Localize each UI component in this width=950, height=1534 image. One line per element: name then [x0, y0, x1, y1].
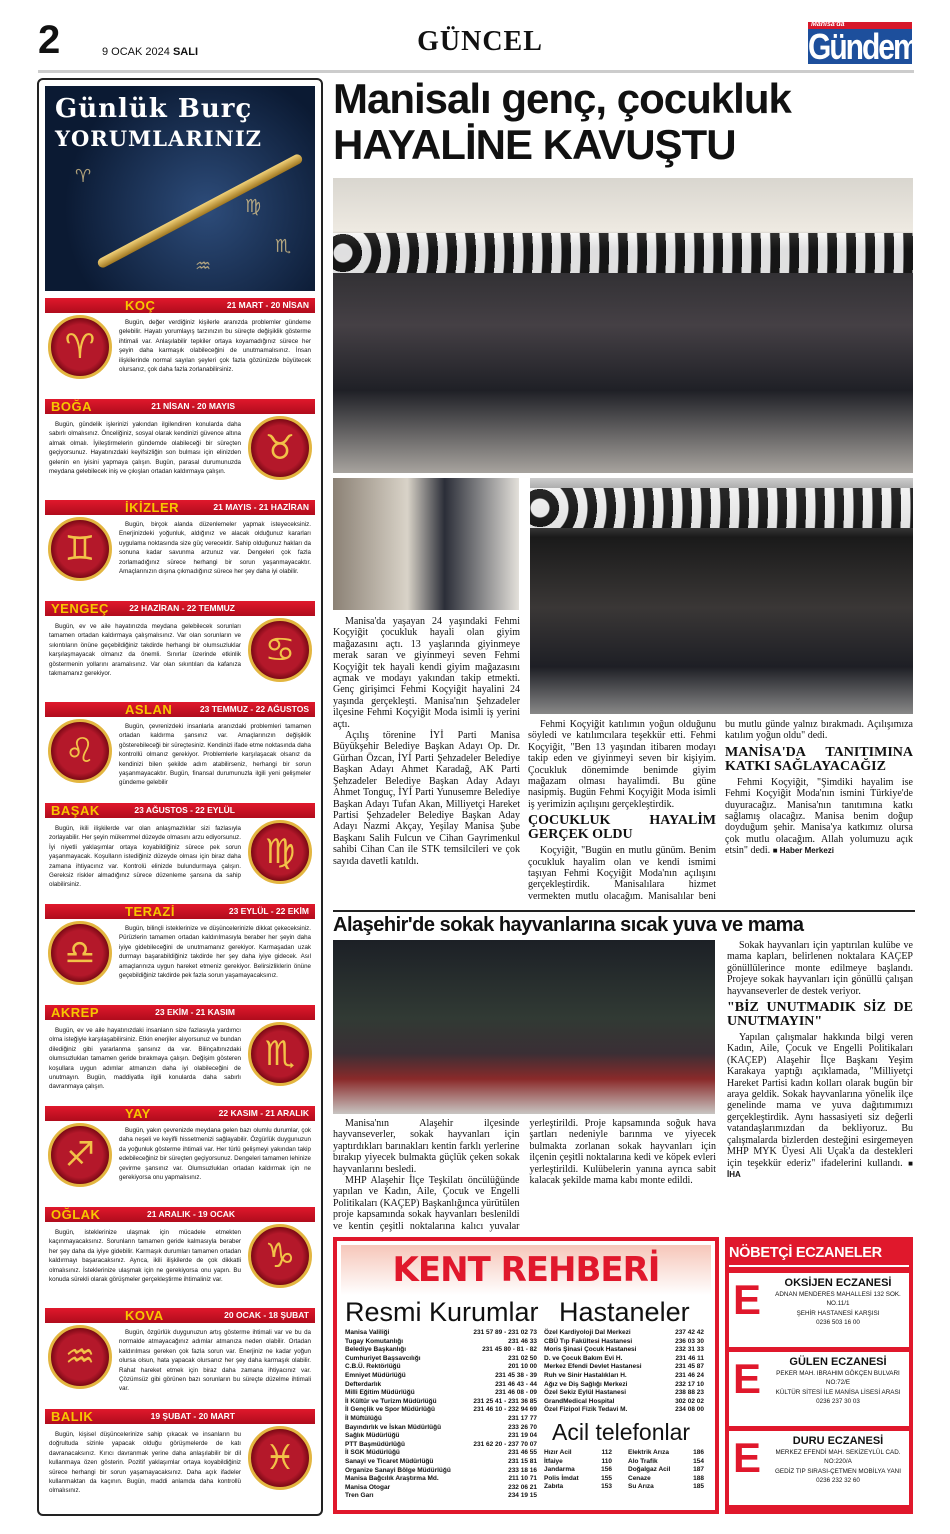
- emergency-list: [628, 1449, 704, 1492]
- horoscope-item-12: [45, 1409, 315, 1510]
- entry-name: CBÜ Tıp Fakültesi Hastanesi: [544, 1337, 633, 1345]
- sign-text: Bugün, yakın çevrenizde meydana gelen bazı olumlu durumlar, çok daha neşeli ve keyifli hissetmenizi sağlayabilir. Özgürlük duygunuzun da yoğunluk gösterme ihtimali var. Her türlü gelişmeyi yakından takip edebileceğiniz bir süreçten geçiyorsunuz. Dengeleri tamamen lehinize çevirme şansınız var. Olumsuzlukları ortadan kaldırmak için ne gerekiyorsa onu yapmalısınız.: [119, 1127, 311, 1182]
- entry-name: Bayındırlık ve İskan Müdürlüğü: [345, 1423, 442, 1431]
- list-row: [544, 1338, 704, 1347]
- sign-dates: 21 ARALIK - 19 OCAK: [146, 1209, 235, 1219]
- list-row: [345, 1492, 537, 1501]
- sign-text: Bugün, ev ve aile hayatınızdaki insanların size fazlasıyla yardımcı olma isteğiyle karşılaşabilirsiniz. Etkin enerjiler alıyorsunuz ve bundan dilediğiniz gibi yararlanma şansınız da var. Bilinçaltınızdaki olumsuzlukları tamamen geride bırakmaya çalışın. Değişim gösteren koşullara uygun adımlar atmanızın daha iyi olabileceğini de unutmayın. Bugün, maddiyatla ilgili konularda daha sabırlı davranmaya çalışın.: [49, 1027, 241, 1091]
- entry-name: Milli Eğitim Müdürlüğü: [345, 1389, 415, 1397]
- entry-name: Moris Şinasi Çocuk Hastanesi: [544, 1346, 637, 1354]
- horoscope-item-5: [45, 702, 315, 803]
- zodiac-glyph-icon: ♈: [75, 166, 92, 187]
- pharmacy-name: DURU ECZANESİ: [792, 1435, 884, 1447]
- sign-dates: 22 KASIM - 21 ARALIK: [218, 1108, 309, 1118]
- entry-name: Özel Sekiz Eylül Hastanesi: [544, 1389, 627, 1397]
- horoscope-item-7: [45, 904, 315, 1005]
- sign-dates: 23 EKİM - 21 KASIM: [155, 1007, 235, 1017]
- horoscope-item-3: [45, 500, 315, 601]
- entry-name: Özel Fizipol Fizik Tedavi M.: [544, 1406, 628, 1414]
- list-row: [345, 1406, 537, 1415]
- horoscope-banner: [45, 86, 315, 291]
- entry-phone: 185: [693, 1483, 704, 1491]
- list-row: [345, 1329, 537, 1338]
- paragraph: Açılış törenine İYİ Parti Manisa Büyükşehir Belediye Başkan Adayı Op. Dr. Gürhan Özcan, İYİ Parti Şehzadeler Belediye Başkan Adayı Ahmet Karadağ, AK Parti Şehzadeler Belediye Başkan Aday Adayı Ahmet Tonguç, İYİ Parti Yunusemre Belediye Başkan Adayı Tufan Akan, Milliyetçi Hareket Partisi Şehzadeler Belediye Başkan Aday Adayı Nazmi Akçay, Yeşilay Manisa Şube Başkanı Salih Fulcun ve Cihan Gayrimenkul sahibi Cihan Can ile STK temsilcileri ve çok sayıda davetli katıldı.: [333, 730, 520, 867]
- horoscope-item-1: [45, 298, 315, 399]
- horoscope-item-11: [45, 1308, 315, 1409]
- entry-phone: 153: [601, 1483, 612, 1491]
- pharmacy-address-line: PEKER MAH. IBRAHIM GÖKÇEN BULVARI: [776, 1370, 900, 1377]
- article-column: [727, 940, 913, 1180]
- entry-phone: 231 46 55: [508, 1449, 537, 1457]
- entry-phone: 238 88 23: [675, 1389, 704, 1397]
- hospitals-list: [544, 1329, 704, 1415]
- entry-name: Tugay Komutanlığı: [345, 1337, 404, 1345]
- header-divider: [38, 70, 914, 73]
- entry-name: Organize Sanayi Bölge Müdürlüğü: [345, 1466, 451, 1474]
- issue-date: [102, 46, 198, 58]
- entry-name: Jandarma: [544, 1466, 575, 1474]
- sign-name: KOVA: [125, 1308, 164, 1323]
- entry-phone: 231 46 10 - 232 94 69: [473, 1406, 537, 1414]
- entry-phone: 232 06 21: [508, 1483, 537, 1491]
- horoscope-item-6: [45, 803, 315, 904]
- city-guide-title: KENT REHBERİ: [341, 1245, 711, 1295]
- sign-name: TERAZİ: [125, 904, 175, 919]
- list-row: [345, 1363, 537, 1372]
- entry-name: Sanayi ve Ticaret Müdürlüğü: [345, 1457, 434, 1465]
- entry-phone: 231 45 80 - 81 - 82: [482, 1346, 537, 1354]
- section-title: GÜNCEL: [417, 26, 543, 57]
- entry-phone: 234 19 15: [508, 1492, 537, 1500]
- entry-name: Elektrik Arıza: [628, 1449, 669, 1456]
- pharmacy-card: [729, 1352, 909, 1426]
- paragraph: Fehmi Koçyiğit katılımın yoğun olduğunu söyledi ve katılımcılara teşekkür etti. Fehmi Koçyiğit, "Ben 13 yaşından itibaren modayı takip eden ve giyinmeyi seven bir kişiyim. Çocukluk dönemimde benimde giyim mağazam olması hayalimdi. Bu güne nasipmiş. Bugün Fehmi Koçyiğit Moda isimli iş yerimizin açılışını gerçekleştirdik.: [528, 719, 716, 810]
- list-row: [628, 1449, 704, 1458]
- list-row: [544, 1363, 704, 1372]
- list-row: [345, 1338, 537, 1347]
- paragraph: [727, 1032, 913, 1180]
- article-headline: Alaşehir'de sokak hayvanlarına sıcak yuva ve mama: [333, 910, 915, 938]
- zodiac-glyph-icon: ♏: [275, 236, 292, 257]
- pharmacy-address-line: ADNAN MENDERES MAHALLESİ 132 SOK.: [775, 1291, 901, 1298]
- paragraph: MHP Alaşehir İlçe Teşkilatı öncülüğünde yapılan ve Kadın, Aile, Çocuk ve Engelli Politikaları (KAÇEP) Başkanlığınca yürütülen proje kapsamında sokak hayvanları beslenildi ve kentin çeşitli noktalarına kalıcı yuvalar yerleştirildi. Proje kapsamında soğuk hava şartları nedeniyle barınma ve yiyecek bulmakta zorlanan sokak hayvanları için ilçenin çeşitli noktalarına kedi ve köpek evleri yerleştirildi. Kulübelerin yanına ayrıca sabit kalacak şekilde mama kabı monte edildi.: [333, 1118, 716, 1232]
- list-row: [345, 1424, 537, 1433]
- entry-phone: 231 45 87: [675, 1363, 704, 1371]
- pharmacy-e-icon: E: [732, 1355, 761, 1402]
- sagittarius-icon: ♐: [48, 1123, 112, 1187]
- entry-phone: 188: [693, 1474, 704, 1482]
- list-row: [345, 1458, 537, 1467]
- sign-text: Bugün, birçok alanda düzenlemeler yapmak isteyeceksiniz. Enerjinizdeki yoğunluk, aldığınız ve alacak olduğunuz kararları uygulama noktasında size güç verecektir. Sahip olduğunuz hakları da sonuna kadar savunma arzunuz var. Dengeleri çok fazla zorlamadığınız sürece herhangi bir sorun yaşanmayacaktır. Amaçlarınızın dışına çıkmadığınız sürece her şey daha iyi olabilir.: [119, 521, 311, 576]
- entry-phone: 231 25 41 - 231 36 85: [473, 1397, 537, 1405]
- paragraph: Manisa'nın Alaşehir ilçesinde hayvanseverler, sokak hayvanları için yaptırdıkları barınakları kentin farklı yerlerine bırakıp yiyecek bulmakta güçlük çeken sokak hayvanlarını besledi.: [333, 1118, 520, 1175]
- paragraph-text: Fehmi Koçyiğit, "Şimdiki hayalim ise Fehmi Koçyiğit Moda'nın ismini Türkiye'de duyuracağız. Manisa'nın tanıtımına katkı sağlamış olacağız. Manisa benim doğup doyduğum şehir. Manisa'ya katkımız olursa çok mutlu olacağım. Allah yolumuzu açık etsin" dedi.: [725, 776, 913, 857]
- list-row: [628, 1458, 704, 1467]
- taurus-icon: ♉: [248, 416, 312, 480]
- entry-name: Su Arıza: [628, 1483, 654, 1491]
- entry-name: Manisa Otogar: [345, 1483, 391, 1491]
- sign-text: Bugün, bilinçli isteklerinize ve düşüncelerinizle dikkat çekeceksiniz. Pürüzlerin tamamen ortadan kaldırılmasıyla beraber her şeyin daha iyiye gidebileceğini de unutmamanız gerekiyor. Karmaşadan uzak durmayı başarabildiğiniz takdirde her şey daha iyiye gidecek. Asıl amaçlarınıza uygun hareket etmeniz gerekiyor. Belirsizliklerin önüne geçebildiğiniz takdirde pek fazla sorun yaşamayacaksınız.: [119, 925, 311, 980]
- entry-phone: 186: [693, 1449, 704, 1456]
- entry-name: Ağız ve Diş Sağlığı Merkezi: [544, 1380, 628, 1388]
- sign-dates: 23 AĞUSTOS - 22 EYLÜL: [134, 805, 235, 815]
- newspaper-logo: [808, 21, 918, 68]
- entry-name: Sağlık Müdürlüğü: [345, 1432, 400, 1440]
- list-row: [544, 1475, 612, 1484]
- entry-phone: 233 18 16: [508, 1466, 537, 1474]
- day-text: SALI: [172, 46, 198, 58]
- city-guide-box: [333, 1237, 719, 1514]
- owner-portrait-photo: [333, 478, 519, 610]
- entry-phone: 156: [601, 1466, 612, 1474]
- list-row: [345, 1467, 537, 1476]
- entry-phone: 236 03 30: [675, 1337, 704, 1345]
- logo-name: Gündem: [808, 27, 918, 68]
- entry-name: PTT Başmüdürlüğü: [345, 1440, 405, 1448]
- entry-phone: 232 17 10: [675, 1380, 704, 1388]
- paragraph: [725, 777, 913, 857]
- emergency-list: [544, 1449, 612, 1492]
- scorpio-icon: ♏: [248, 1022, 312, 1086]
- entry-name: İl Gençlik ve Spor Müdürlüğü: [345, 1406, 435, 1414]
- page-number: 2: [38, 18, 61, 62]
- entry-phone: 187: [693, 1466, 704, 1474]
- entry-phone: 110: [601, 1457, 612, 1465]
- pharmacy-name: GÜLEN ECZANESİ: [789, 1356, 887, 1368]
- sign-dates: 22 HAZİRAN - 22 TEMMUZ: [129, 603, 235, 613]
- pharmacy-name: OKSİJEN ECZANESİ: [784, 1277, 892, 1289]
- subheading: ÇOCUKLUK HAYALİM GERÇEK OLDU: [528, 813, 716, 843]
- list-row: [544, 1389, 704, 1398]
- entry-name: Cumhuriyet Başsavcılığı: [345, 1354, 421, 1362]
- list-row: [544, 1346, 704, 1355]
- list-row: [628, 1483, 704, 1492]
- paragraph: Koçyiğit, "Bugün en mutlu günüm. Benim çocukluk hayalim olan ve kendi ismimi taşıyan Fehmi Koçyiğit Moda'nın açılışını gerçekleştirdik. Manisalılara hizmet vermekten mutlu olacağım. Manisalılar beni bu mutlu günde yalnız bırakmadı. Açılışımıza katılım yoğun oldu" dedi.: [528, 719, 913, 902]
- sign-name: BOĞA: [51, 399, 92, 414]
- entry-name: Emniyet Müdürlüğü: [345, 1371, 406, 1379]
- paragraph: Manisa'da yaşayan 24 yaşındaki Fehmi Koçyiğit çocukluk hayali olan giyim mağazasını açtı. 13 yaşlarında giyinmeye merak saran ve giyinmeyi seven Fehmi Koçyiğit tek hayali kendi giyim mağazasını açmak ve modayı yakından takip etmekti. Genç girişimci Fehmi Koçyiğit hayalini 24 yaşında gerçekleşti. Manisa'nın Şehzadeler ilçesine Fehmi Koçyiğit Moda isimli iş yerini açtı.: [333, 616, 520, 730]
- list-row: [345, 1415, 537, 1424]
- entry-phone: 233 26 70: [508, 1423, 537, 1431]
- pisces-icon: ♓: [248, 1426, 312, 1490]
- list-row: [345, 1432, 537, 1441]
- article-columns: [333, 1118, 716, 1234]
- sign-text: Bugün, özgürlük duygunuzun artış gösterme ihtimali var ve bu da normalde atmayacağınız adımlar atmanıza neden olabilir. Ortadan kaldırılması gereken çok fazla sorun var. Enerjiniz ne kadar yoğun olursa olsun, hata yapacak olursanız her şey daha karmaşık olabilir. Rahat hareket etmek için biraz daha zamana ihtiyacınız var. Çözümsüz gibi görünen bazı sorunların bu süreçte düzelme ihtimali var.: [119, 1329, 311, 1393]
- gemini-icon: ♊: [48, 517, 112, 581]
- hospitals-heading: Hastaneler: [559, 1297, 690, 1327]
- horoscope-title-line1: Günlük Burç: [55, 94, 253, 124]
- entry-name: Hızır Acil: [544, 1449, 572, 1456]
- entry-phone: 231 46 43 - 44: [495, 1380, 537, 1388]
- official-institutions-heading: Resmi Kurumlar: [345, 1297, 539, 1327]
- pharmacy-address-line: NO.11/1: [826, 1300, 850, 1308]
- sign-dates: 21 MAYIS - 21 HAZİRAN: [213, 502, 309, 512]
- entry-phone: 155: [601, 1474, 612, 1482]
- horoscope-item-10: [45, 1207, 315, 1308]
- entry-name: Merkez Efendi Devlet Hastanesi: [544, 1363, 642, 1371]
- sign-text: Bugün, isteklerinize ulaşmak için mücadele etmekten kaçınmayacaksınız. Sorunların tamamen geride kalmasıyla beraber her şey daha da iyiye gidebilir. Karmaşık durumları tamamen ortadan kaldırmayı başaracaksınız. Ayrıca, ikili ilişkilerde de çok dikkatli olmalısınız. İsteklerinize ulaşmak için ne gerekiyorsa onu yapın. Bu konuda sürekli olarak görüşmeler gerçekleştirme ihtimaliniz var.: [49, 1229, 241, 1284]
- sign-text: Bugün, ev ve aile hayatınızda meydana gelebilecek sorunları tamamen ortadan kaldırmaya çalışmalısınız. Var olan sorunların ve sıkıntıların önüne geçebildiğiniz takdirde herhangi bir olumsuzluklar karşılaşmayacak olmanız da önemli. Sınırlar üzerinde etkinlik göstermenin yollarını aramalısınız. Var olan sıkıntıları da kafanıza takmamanız gerekiyor.: [49, 623, 241, 678]
- entry-phone: 231 17 77: [508, 1414, 537, 1422]
- logo-city: Manisa'da: [811, 21, 845, 28]
- entry-name: Manisa Valiliği: [345, 1329, 390, 1336]
- sign-text: Bugün, değer verdiğiniz kişilerle aranızda problemler gündeme gelebilir. Hayatı yorumlayış tarzınızın bu süreçte değişiklik gösterme ihtimali var. Anlaşılabilir tepkiler ortaya koyamadığınız sürece her şeyin daha karmaşık olabileceğini de unutmamalısınız. İnsan ilişkilerinde normal sayılan şeyleri çok fazla gözünüzde büyütecek olursanız, çok daha fazla zorlanabilirsiniz.: [119, 319, 311, 374]
- list-row: [345, 1346, 537, 1355]
- list-row: [345, 1449, 537, 1458]
- entry-phone: 231 45 38 - 39: [495, 1371, 537, 1379]
- zodiac-glyph-icon: ♒: [195, 256, 212, 277]
- entry-name: İtfaiye: [544, 1457, 563, 1465]
- sign-name: YAY: [125, 1106, 151, 1121]
- article-headline: Manisalı genç, çocukluk HAYALİNE KAVUŞTU: [333, 75, 791, 168]
- pharmacy-address-line: ŞEHİR HASTANESİ KARŞISI: [796, 1309, 880, 1317]
- pharmacy-e-icon: E: [732, 1434, 761, 1481]
- sign-name: BALIK: [51, 1409, 94, 1424]
- entry-name: D. ve Çocuk Bakım Evi H.: [544, 1354, 623, 1362]
- article-column: [333, 616, 520, 867]
- pharmacy-address-line: 0236 503 16 00: [816, 1318, 860, 1326]
- byline: ■ İHA: [727, 1158, 913, 1179]
- aries-icon: ♈: [48, 315, 112, 379]
- entry-phone: 231 19 04: [508, 1432, 537, 1440]
- entry-phone: 154: [693, 1457, 704, 1465]
- entry-name: Zabıta: [544, 1483, 564, 1491]
- date-text: 9 OCAK 2024: [102, 46, 170, 58]
- entry-name: İl SGK Müdürlüğü: [345, 1449, 400, 1457]
- list-row: [544, 1483, 612, 1492]
- pharmacy-address-line: GEDİZ TIP SIRASI-ÇETMEN MOBİLYA YANI: [775, 1467, 901, 1475]
- sign-name: ASLAN: [125, 702, 173, 717]
- ribbon-cutting-photo: [530, 478, 913, 714]
- entry-phone: 237 42 42: [675, 1329, 704, 1336]
- entry-phone: 201 10 00: [508, 1363, 537, 1371]
- balloon-arch: [333, 233, 913, 273]
- sign-dates: 21 NİSAN - 20 MAYIS: [151, 401, 235, 411]
- entry-phone: 302 02 02: [675, 1397, 704, 1405]
- pharmacy-address-line: 0236 237 30 03: [816, 1397, 860, 1405]
- list-row: [544, 1355, 704, 1364]
- sign-name: BAŞAK: [51, 803, 100, 818]
- balloon-arch: [530, 488, 913, 528]
- entry-name: Doğalgaz Acil: [628, 1466, 671, 1474]
- list-row: [544, 1466, 612, 1475]
- entry-name: Tren Garı: [345, 1492, 374, 1500]
- sign-dates: 23 EYLÜL - 22 EKİM: [228, 906, 309, 916]
- list-row: [345, 1381, 537, 1390]
- entry-phone: 231 46 33: [508, 1337, 537, 1345]
- entry-phone: 211 10 71: [508, 1475, 537, 1483]
- entry-name: İl Kültür ve Turizm Müdürlüğü: [345, 1397, 437, 1405]
- emergency-phones-heading: Acil telefonlar: [552, 1419, 691, 1445]
- entry-name: Alo Trafik: [628, 1457, 658, 1465]
- horoscope-item-9: [45, 1106, 315, 1207]
- paragraph-text: Yapılan çalışmalar hakkında bilgi veren Kadın, Aile, Çocuk ve Engelli Politikaları (KAÇEP) Alaşehir İlçe Başkanı Yeşim Karakaya yaptığı açıklamada, "Milliyetçi Hareket Partisi kadın kolları olarak bugün bir araya geldik. Sokak hayvanlarına yönelik ilçe genelinde mama ve yuva dağıtımımızı gerçekleştirdik. Aynı hassasiyeti siz değerli vatandaşlarımızdan da bekliyoruz. Bu çalışmalarda bizlerden desteğini esirgemeyen MHP MYK Üyesi Ali Uçak'a da destekleri için teşekkür ederiz" ifadelerini kullandı.: [727, 1032, 913, 1169]
- entry-name: Ruh ve Sinir Hastalıkları H.: [544, 1371, 627, 1379]
- list-row: [345, 1484, 537, 1493]
- horoscope-title-line2: YORUMLARINIZ: [55, 126, 262, 151]
- sign-name: AKREP: [51, 1005, 100, 1020]
- subheading: "BİZ UNUTMADIK SİZ DE UNUTMAYIN": [727, 1000, 913, 1030]
- horoscope-item-2: [45, 399, 315, 500]
- entry-name: Defterdarlık: [345, 1380, 382, 1388]
- sign-dates: 23 TEMMUZ - 22 AĞUSTOS: [199, 704, 309, 714]
- sign-name: OĞLAK: [51, 1207, 101, 1222]
- list-row: [345, 1389, 537, 1398]
- list-row: [544, 1458, 612, 1467]
- sign-dates: 19 ŞUBAT - 20 MART: [150, 1411, 235, 1421]
- entry-phone: 234 08 00: [675, 1406, 704, 1414]
- volunteers-photo: [333, 940, 715, 1114]
- entry-phone: 231 15 81: [508, 1457, 537, 1465]
- entry-name: Özel Kardiyoloji Dal Merkezi: [544, 1329, 631, 1336]
- horoscope-panel: [37, 78, 323, 1516]
- entry-phone: 231 62 20 - 237 70 07: [473, 1440, 537, 1448]
- list-row: [544, 1372, 704, 1381]
- pharmacy-address-line: NO:72/E: [825, 1379, 851, 1387]
- entry-phone: 232 31 33: [675, 1346, 704, 1354]
- pharmacy-address-line: MERKEZ EFENDİ MAH. SEKİZEYLÜL CAD.: [775, 1449, 901, 1456]
- entry-name: Polis İmdat: [544, 1474, 579, 1482]
- pharmacy-address-line: 0236 232 32 60: [816, 1476, 860, 1484]
- entry-name: C.B.Ü. Rektörlüğü: [345, 1363, 401, 1371]
- entry-name: Manisa Bağcılık Araştırma Md.: [345, 1475, 439, 1483]
- pen-illustration: [96, 153, 304, 270]
- pharmacy-address-line: KÜLTÜR SİTESİ İLE MANİSA LİSESİ ARASI: [775, 1388, 901, 1396]
- store-opening-photo: [333, 178, 913, 473]
- entry-name: İl Müftülüğü: [345, 1414, 382, 1422]
- libra-icon: ♎: [48, 921, 112, 985]
- list-row: [544, 1406, 704, 1415]
- horoscope-item-8: [45, 1005, 315, 1106]
- entry-phone: 231 02 50: [508, 1354, 537, 1362]
- horoscope-item-4: [45, 601, 315, 702]
- pharmacies-box: [725, 1237, 913, 1514]
- sign-name: KOÇ: [125, 298, 156, 313]
- capricorn-icon: ♑: [248, 1224, 312, 1288]
- sign-dates: 21 MART - 20 NİSAN: [226, 300, 309, 310]
- byline: ■ Haber Merkezi: [772, 846, 834, 856]
- entry-name: Belediye Başkanlığı: [345, 1346, 407, 1354]
- sign-text: Bugün, çevrenizdeki insanlarla aranızdaki problemleri tamamen ortadan kaldırma şansınız var. Amaçlarınızın değişiklik gösterebileceği bir süreçtesiniz. Kendinizi ifade etme noktasında daha kontrollü olmanız gerekiyor. Problemlerle karşılaşacak olsanız da kendinizi bilen şekilde adım atabilirseniz, herhangi bir sorun yaşanmayacaktır. Bugün, finansal durumunuzla ilgili yeni gelişmeler gündeme gelebilir: [119, 723, 311, 787]
- sign-name: İKİZLER: [125, 500, 180, 515]
- zodiac-glyph-icon: ♍: [245, 196, 262, 217]
- aquarius-icon: ♒: [48, 1325, 112, 1389]
- list-row: [345, 1372, 537, 1381]
- leo-icon: ♌: [48, 719, 112, 783]
- sign-name: YENGEÇ: [51, 601, 109, 616]
- official-institutions-list: [345, 1329, 537, 1501]
- cancer-icon: ♋: [248, 618, 312, 682]
- entry-name: GrandMedical Hospital: [544, 1397, 615, 1405]
- sign-dates: 20 OCAK - 18 ŞUBAT: [224, 1310, 309, 1320]
- pharmacy-address-line: NO:220/A: [824, 1458, 852, 1466]
- article-columns: [528, 719, 913, 907]
- list-row: [345, 1475, 537, 1484]
- list-row: [544, 1449, 612, 1458]
- subheading: MANİSA'DA TANITIMINA KATKI SAĞLAYACAĞIZ: [725, 744, 913, 774]
- pharmacy-e-icon: E: [732, 1276, 761, 1323]
- list-row: [628, 1475, 704, 1484]
- sign-text: Bugün, kişisel düşüncelerinize sahip çıkacak ve insanların bu doğrultuda sizinle yapacak olduğu görüşmelerde de katı davranacaksınız. Kırıcı davranmak yerine daha anlaşılabilir bir dil kullanmaya özen gösterin. Pozitif yaklaşımlar ortaya koyabildiğiniz sürece herhangi bir sorun yaşamayacaksınız. Daha açık ifadeler kullanmaktan da kaçının. Bugün, maddi anlamda daha kontrollü olmalısınız.: [49, 1431, 241, 1495]
- entry-phone: 231 57 89 - 231 02 73: [473, 1329, 537, 1336]
- entry-name: Cenaze: [628, 1474, 651, 1482]
- entry-phone: 231 46 24: [675, 1371, 704, 1379]
- pharmacy-card: [729, 1273, 909, 1347]
- sign-text: Bugün, ikili ilişkilerde var olan anlaşmazlıklar sizi fazlasıyla zorlayabilir. Her şeyin mükemmel düzeyde olmasını arzu ediyorsunuz. İyi niyetli yaklaşımlar ortaya koyabildiğiniz sürece pek sorun yaşanmayacak. Koşulların istediğiniz düzeyde olması için biraz daha zamana ihtiyacınız var. Kontrolü elinizde bulundurmaya çalışın. Gereksiz riskler almadığınız sürece düzenleme şansına da sahip olabilirsiniz.: [49, 825, 241, 889]
- list-row: [544, 1329, 704, 1338]
- virgo-icon: ♍: [248, 820, 312, 884]
- entry-phone: 231 46 11: [675, 1354, 704, 1362]
- pharmacy-card: [729, 1431, 909, 1505]
- paragraph: Sokak hayvanları için yaptırılan kulübe ve mama kapları, belirlenen noktalara KAÇEP gönüllülerince monte edilmeye başlandı. Projeye sokak hayvanları için gönüllü çalışan hayvanseverler de destek veriyor.: [727, 940, 913, 997]
- entry-phone: 231 46 08 - 09: [495, 1389, 537, 1397]
- list-row: [628, 1466, 704, 1475]
- sign-text: Bugün, gündelik işlerinizi yakından ilgilendiren konularda daha sabırlı olmalısınız. Önceliğiniz, sosyal olarak kendinizi güvence altına almak olmalı. İyileştirmelerin gündemde olabileceği bir süreçten geçiyorsunuz. Hayatınızdaki keyifsizliğin son bulması için elinizden gelenin en iyisini yapmaya çalışın. Bugün, parasal durumunuzda meydana gelebilecek iniş ve çıkışları ortadan kaldırmaya çalışın.: [49, 421, 241, 476]
- entry-phone: 112: [601, 1449, 612, 1456]
- list-row: [544, 1381, 704, 1390]
- pharmacies-title: NÖBETÇİ ECZANELER: [729, 1241, 909, 1267]
